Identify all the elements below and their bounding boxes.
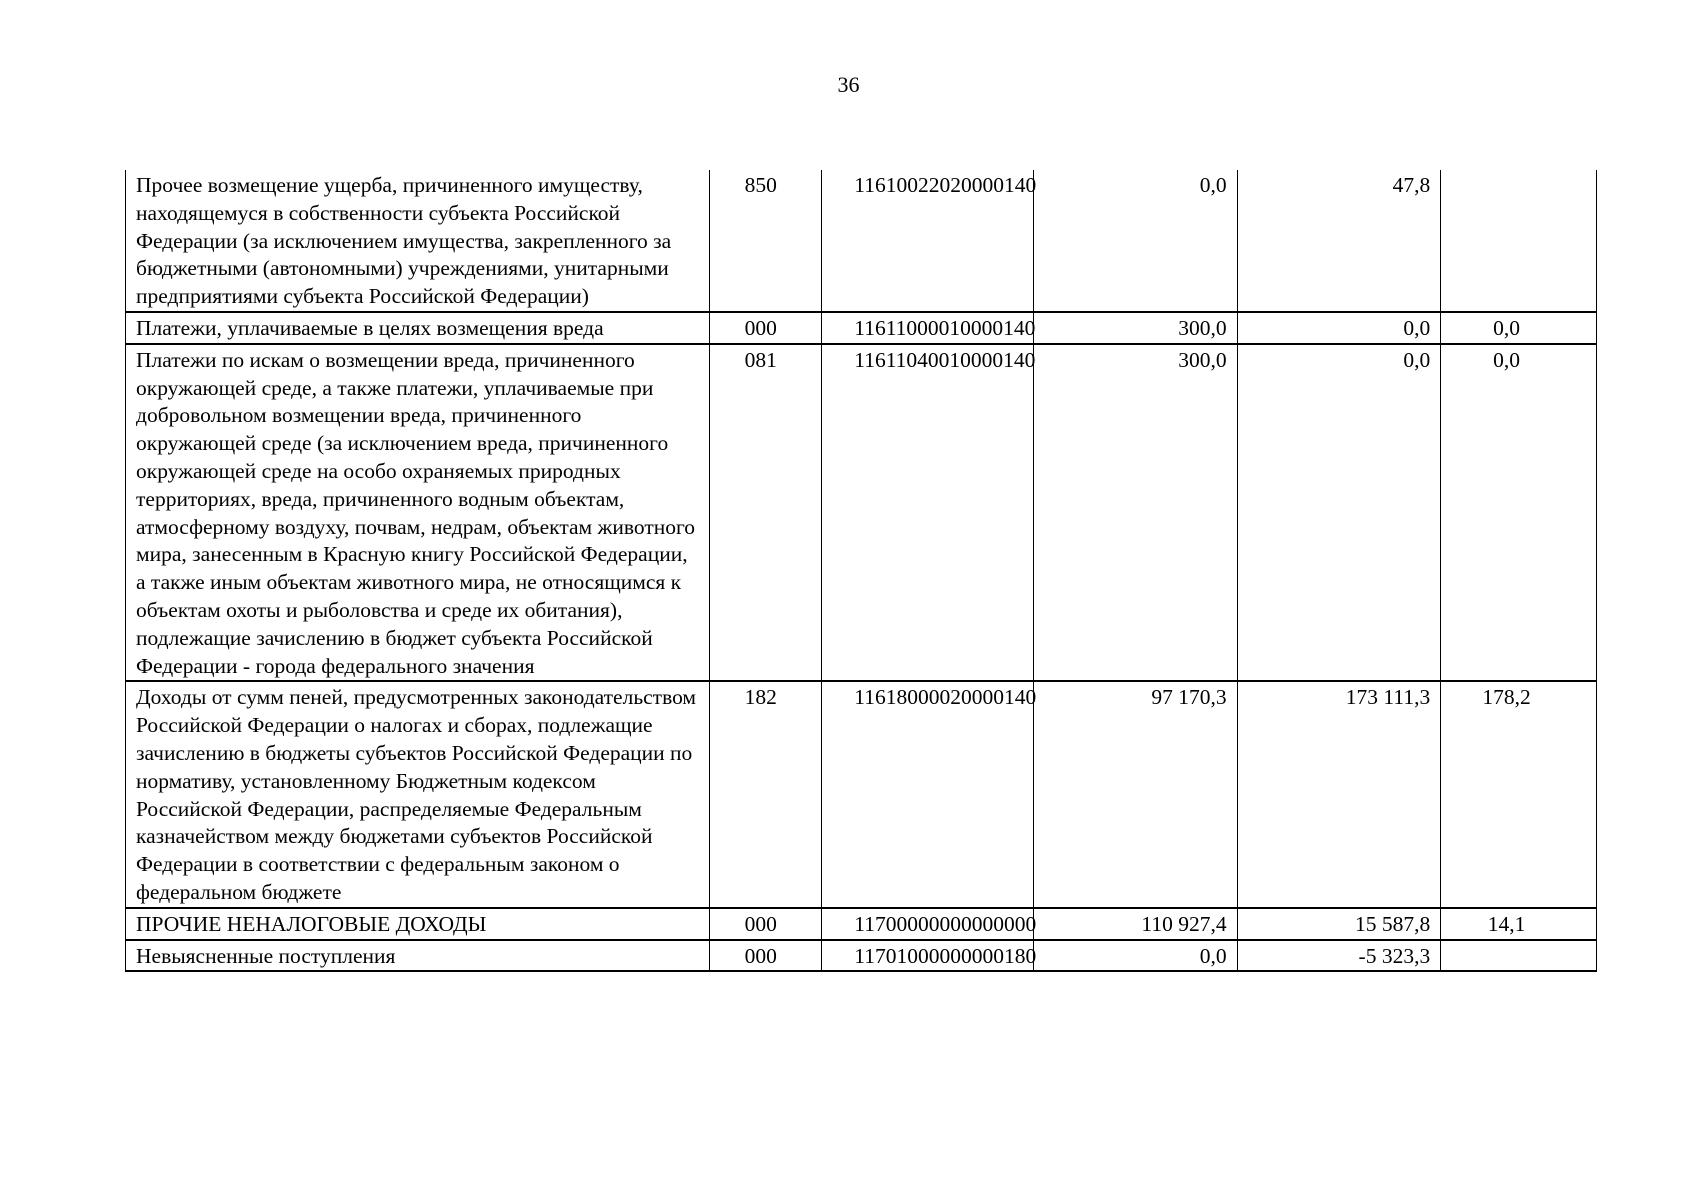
revenue-table (125, 170, 1597, 972)
revenue-name-cell: Прочее возмещение ущерба, причиненного имуществу, находящемуся в собственности субъекта Российской Федерации (за исключением имущества, закрепленного за бюджетными (автономными) учреждениями, унитарными предприятиями субъекта Российской Федерации) (126, 170, 710, 312)
revenue-name-cell: Доходы от сумм пеней, предусмотренных законодательством Российской Федерации о налогах и сборах, подлежащие зачислению в бюджеты субъектов Российской Федерации по нормативу, установленному Бюджетным кодексом Российской Федерации, распределяемые Федеральным казначейством между бюджетами субъектов Российской Федерации в соответствии с федеральным законом о федеральном бюджете (126, 681, 710, 907)
table-row (126, 344, 1597, 682)
plan-value-cell: 300,0 (1034, 344, 1238, 682)
budget-classification-code-cell: 11611000010000140 (822, 312, 1034, 344)
actual-value-cell: 15 587,8 (1237, 908, 1441, 940)
actual-value-cell: -5 323,3 (1237, 940, 1441, 972)
plan-value-cell: 0,0 (1034, 940, 1238, 972)
budget-classification-code-cell: 11611040010000140 (822, 344, 1034, 682)
execution-percent-cell: 14,1 (1441, 908, 1597, 940)
admin-code-cell: 081 (710, 344, 822, 682)
table-row (126, 940, 1597, 972)
budget-classification-code-cell: 11610022020000140 (822, 170, 1034, 312)
actual-value-cell: 0,0 (1237, 344, 1441, 682)
admin-code-cell: 182 (710, 681, 822, 907)
plan-value-cell: 300,0 (1034, 312, 1238, 344)
revenue-name-cell: Невыясненные поступления (126, 940, 710, 972)
plan-value-cell: 97 170,3 (1034, 681, 1238, 907)
table-row (126, 908, 1597, 940)
table-row (126, 312, 1597, 344)
admin-code-cell: 000 (710, 908, 822, 940)
actual-value-cell: 0,0 (1237, 312, 1441, 344)
plan-value-cell: 110 927,4 (1034, 908, 1238, 940)
budget-classification-code-cell: 11701000000000180 (822, 940, 1034, 972)
table-row (126, 170, 1597, 312)
admin-code-cell: 000 (710, 312, 822, 344)
table-row (126, 681, 1597, 907)
execution-percent-cell (1441, 170, 1597, 312)
page-number: 36 (837, 72, 860, 97)
plan-value-cell: 0,0 (1034, 170, 1238, 312)
admin-code-cell: 000 (710, 940, 822, 972)
revenue-name-cell: Платежи, уплачиваемые в целях возмещения вреда (126, 312, 710, 344)
execution-percent-cell: 0,0 (1441, 312, 1597, 344)
execution-percent-cell: 0,0 (1441, 344, 1597, 682)
budget-classification-code-cell: 11618000020000140 (822, 681, 1034, 907)
revenue-name-cell: Платежи по искам о возмещении вреда, причиненного окружающей среде, а также платежи, уплачиваемые при добровольном возмещении вреда, причиненного окружающей среде (за исключением вреда, причиненного окружающей среде на особо охраняемых природных территориях, вреда, причиненного водным объектам, атмосферному воздуху, почвам, недрам, объектам животного мира, занесенным в Красную книгу Российской Федерации, а также иным объектам животного мира, не относящимся к объектам охоты и рыболовства и среде их обитания), подлежащие зачислению в бюджет субъекта Российской Федерации - города федерального значения (126, 344, 710, 682)
budget-classification-code-cell: 11700000000000000 (822, 908, 1034, 940)
execution-percent-cell: 178,2 (1441, 681, 1597, 907)
actual-value-cell: 47,8 (1237, 170, 1441, 312)
admin-code-cell: 850 (710, 170, 822, 312)
actual-value-cell: 173 111,3 (1237, 681, 1441, 907)
execution-percent-cell (1441, 940, 1597, 972)
revenue-name-cell: ПРОЧИЕ НЕНАЛОГОВЫЕ ДОХОДЫ (126, 908, 710, 940)
